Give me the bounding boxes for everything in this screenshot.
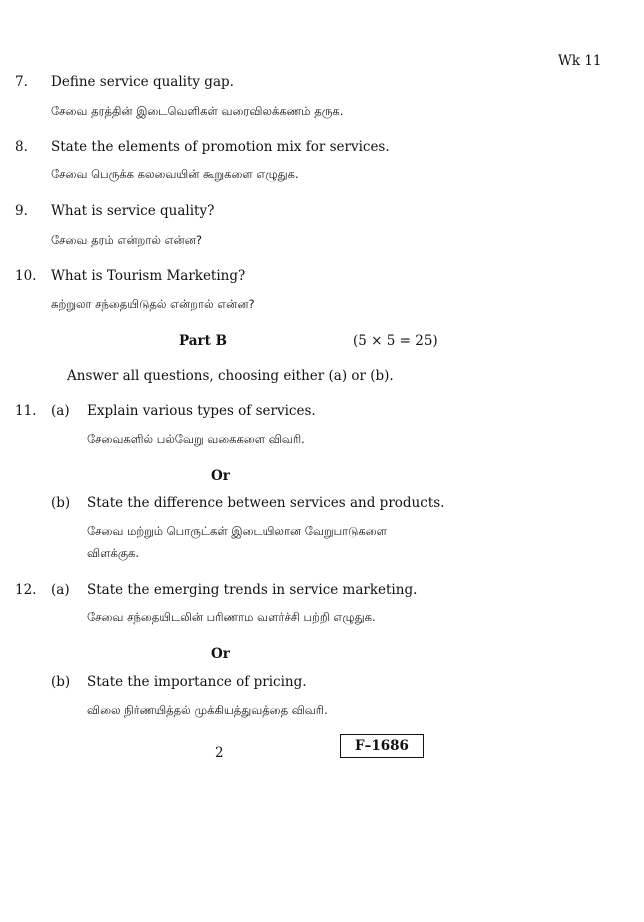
page-number: 2 — [215, 745, 224, 761]
option-a-label: (a) — [51, 582, 70, 598]
question-number: 10. — [15, 268, 37, 284]
question-number: 9. — [15, 203, 28, 219]
or-separator: Or — [211, 468, 230, 484]
option-b-tamil: விலை நிர்ணயித்தல் முக்கியத்துவத்தை விவரி. — [87, 703, 328, 717]
section-title: Part B — [179, 333, 227, 349]
question-text-tamil: சேவை பெருக்க கலவையின் கூறுகளை எழுதுக. — [51, 167, 299, 181]
question-text-english: State the elements of promotion mix for services. — [51, 139, 390, 155]
paper-code-box: F–1686 — [340, 734, 424, 758]
question-text-tamil: சேவை தரம் என்றால் என்ன? — [51, 233, 202, 247]
option-b-english: State the importance of pricing. — [87, 674, 307, 690]
option-b-tamil-line2: விளக்குக. — [87, 546, 139, 560]
option-b-label: (b) — [51, 674, 71, 690]
question-text-english: Define service quality gap. — [51, 74, 234, 90]
question-number: 11. — [15, 403, 37, 419]
question-text-english: What is Tourism Marketing? — [51, 268, 246, 284]
question-text-tamil: சுற்றுலா சந்தையிடுதல் என்றால் என்ன? — [51, 297, 255, 311]
option-a-tamil: சேவை சந்தையிடலின் பரிணாம வளர்ச்சி பற்றி எழுதுக. — [87, 610, 376, 624]
question-text-english: What is service quality? — [51, 203, 215, 219]
option-a-label: (a) — [51, 403, 70, 419]
question-number: 7. — [15, 74, 28, 90]
section-marks: (5 × 5 = 25) — [353, 333, 438, 349]
section-instruction: Answer all questions, choosing either (a) or (b). — [67, 368, 394, 384]
option-a-english: State the emerging trends in service marketing. — [87, 582, 418, 598]
question-number: 8. — [15, 139, 28, 155]
or-separator: Or — [211, 646, 230, 662]
option-b-tamil-line1: சேவை மற்றும் பொருட்கள் இடையிலான வேறுபாடுகளை — [87, 524, 388, 538]
option-b-label: (b) — [51, 495, 71, 511]
option-a-tamil: சேவைகளில் பல்வேறு வகைகளை விவரி. — [87, 432, 305, 446]
option-b-english: State the difference between services and products. — [87, 495, 445, 511]
paper-series-code: Wk 11 — [558, 53, 602, 69]
question-text-tamil: சேவை தரத்தின் இடைவெளிகள் வரைவிலக்கணம் தருக. — [51, 104, 344, 118]
question-number: 12. — [15, 582, 37, 598]
option-a-english: Explain various types of services. — [87, 403, 316, 419]
